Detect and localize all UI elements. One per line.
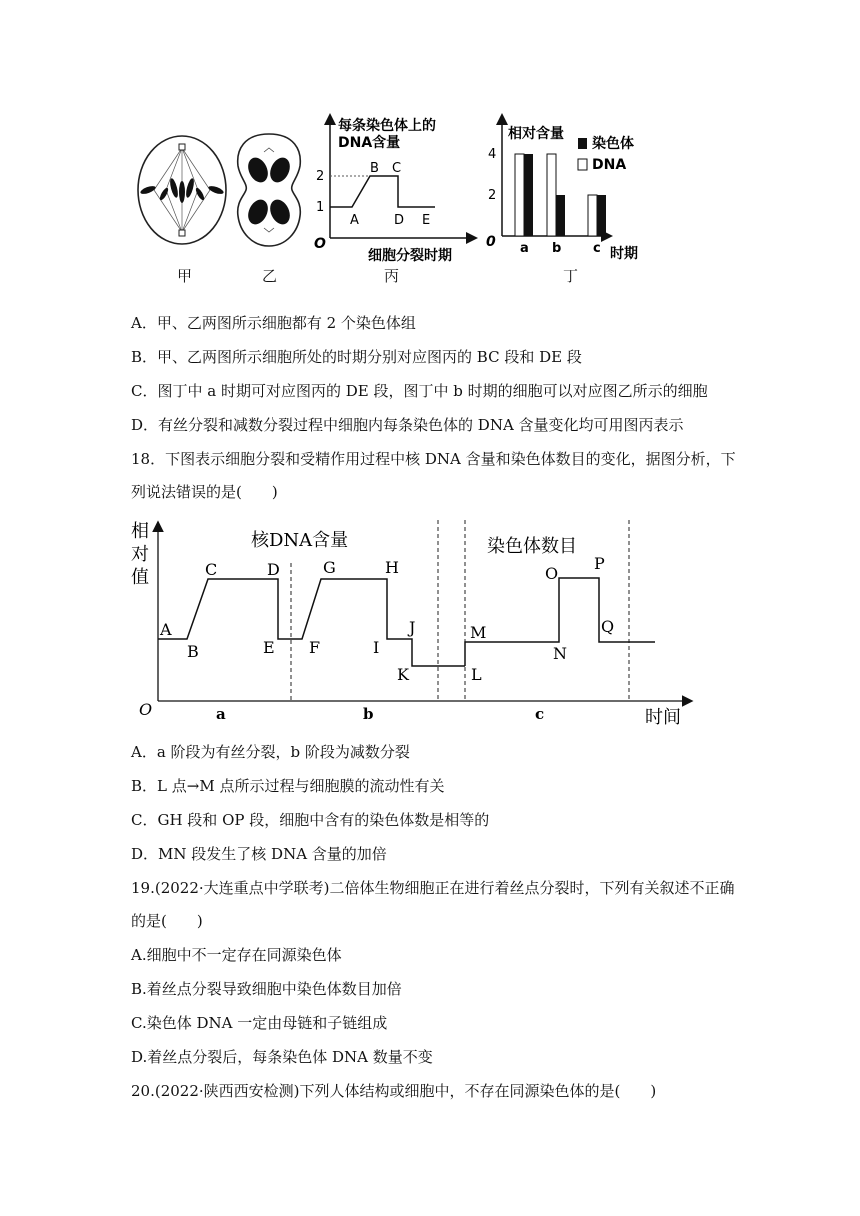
ding-bar-chrom-2 [597, 195, 606, 236]
q17-option-c: C．图丁中 a 时期可对应图丙的 DE 段，图丁中 b 时期的细胞可以对应图乙所示的细胞 [131, 382, 708, 400]
q19-option-a: A.细胞中不一定存在同源染色体 [131, 946, 342, 964]
q18-point-H: H [385, 558, 399, 577]
ding-bar-dna-1 [547, 154, 556, 236]
fig-label-yi: 乙 [262, 267, 278, 285]
q18-point-D: D [267, 560, 280, 579]
ding-ytick-2: 2 [488, 188, 497, 203]
q19-option-d: D.着丝点分裂后，每条染色体 DNA 数量不变 [131, 1048, 433, 1066]
fig-label-jia: 甲 [177, 267, 193, 285]
q18-ylabel-1: 相 [131, 521, 149, 542]
chart-bing [310, 112, 480, 262]
bing-ylabel-2: DNA含量 [338, 135, 401, 151]
q18-ylabel-2: 对 [131, 544, 149, 565]
ding-bar-dna-0 [515, 154, 524, 236]
q18-option-d: D．MN 段发生了核 DNA 含量的加倍 [131, 845, 387, 863]
q19-option-c: C.染色体 DNA 一定由母链和子链组成 [131, 1014, 388, 1032]
q18-title-dna: 核DNA含量 [251, 530, 349, 551]
ding-legend-chrom: 染色体 [592, 136, 634, 152]
ding-origin: 0 [486, 234, 496, 250]
ding-legend-dna: DNA [592, 157, 627, 173]
q18-origin: O [139, 700, 153, 719]
ding-cat-a: a [520, 241, 529, 256]
q18-option-c: C．GH 段和 OP 段，细胞中含有的染色体数是相等的 [131, 811, 490, 829]
q18-point-P: P [594, 554, 605, 573]
figure-cell-jia [134, 130, 230, 250]
bing-series-line [330, 176, 435, 207]
q19-stem-1: 19.(2022·大连重点中学联考)二倍体生物细胞正在进行着丝点分裂时，下列有关叙述不正确 [131, 879, 735, 897]
q18-point-I: I [373, 638, 380, 657]
q18-stage-a: a [216, 705, 226, 723]
q18-stage-b: b [363, 705, 374, 723]
q18-point-L: L [471, 665, 482, 684]
ding-cat-c: c [593, 241, 601, 256]
q18-ylabel-3: 值 [131, 567, 149, 588]
q18-stem-1: 18．下图表示细胞分裂和受精作用过程中核 DNA 含量和染色体数目的变化，据图分析，下 [131, 450, 736, 468]
ding-ylabel: 相对含量 [508, 126, 564, 142]
q18-point-N: N [553, 644, 567, 663]
bing-origin: O [314, 236, 326, 252]
q18-xlabel: 时间 [645, 707, 681, 728]
q18-point-M: M [470, 623, 487, 642]
fig-label-bing: 丙 [384, 267, 400, 285]
q18-point-A: A [160, 620, 172, 639]
q18-point-F: F [309, 638, 321, 657]
q18-point-E: E [263, 638, 275, 657]
q18-stem-2: 列说法错误的是( ) [131, 483, 278, 501]
q18-point-O: O [545, 564, 559, 583]
q18-stage-c: c [535, 705, 545, 723]
bing-ytick-1: 1 [316, 200, 325, 215]
q18-point-G: G [323, 558, 336, 577]
ding-cat-b: b [552, 241, 562, 256]
q17-option-b: B．甲、乙两图所示细胞所处的时期分别对应图丙的 BC 段和 DE 段 [131, 348, 582, 366]
q17-option-a: A．甲、乙两图所示细胞都有 2 个染色体组 [131, 314, 416, 332]
bing-point-E: E [422, 213, 431, 228]
bing-point-D: D [394, 213, 405, 228]
ding-ytick-4: 4 [488, 147, 497, 162]
bing-xlabel: 细胞分裂时期 [368, 248, 452, 262]
ding-bar-chrom-1 [556, 195, 565, 236]
q20-stem-1: 20.(2022·陕西西安检测)下列人体结构或细胞中，不存在同源染色体的是( ) [131, 1082, 657, 1100]
q18-point-B: B [187, 642, 199, 661]
chart-q18 [125, 515, 700, 730]
q18-option-b: B．L 点→M 点所示过程与细胞膜的流动性有关 [131, 777, 445, 795]
q18-point-C: C [205, 560, 218, 579]
ding-bar-chrom-0 [524, 154, 533, 236]
q18-point-Q: Q [601, 617, 615, 636]
bing-ylabel-1: 每条染色体上的 [338, 118, 436, 134]
q17-option-d: D．有丝分裂和减数分裂过程中细胞内每条染色体的 DNA 含量变化均可用图丙表示 [131, 416, 684, 434]
ding-bar-dna-2 [588, 195, 597, 236]
q18-point-K: K [397, 665, 409, 684]
figure-cell-yi [234, 130, 304, 250]
bing-point-C: C [392, 161, 402, 176]
ding-legend-chrom-swatch [578, 138, 587, 149]
q19-stem-2: 的是( ) [131, 912, 203, 930]
chart-ding [480, 112, 660, 262]
q18-title-chrom: 染色体数目 [487, 536, 577, 557]
q19-option-b: B.着丝点分裂导致细胞中染色体数目加倍 [131, 980, 402, 998]
ding-xlabel: 时期 [610, 246, 638, 262]
bing-ytick-2: 2 [316, 169, 325, 184]
ding-legend-dna-swatch [578, 159, 587, 170]
q18-point-J: J [409, 618, 416, 637]
bing-point-A: A [350, 213, 359, 228]
fig-label-ding: 丁 [563, 267, 579, 285]
q18-option-a: A．a 阶段为有丝分裂，b 阶段为减数分裂 [131, 743, 410, 761]
bing-point-B: B [370, 161, 379, 176]
